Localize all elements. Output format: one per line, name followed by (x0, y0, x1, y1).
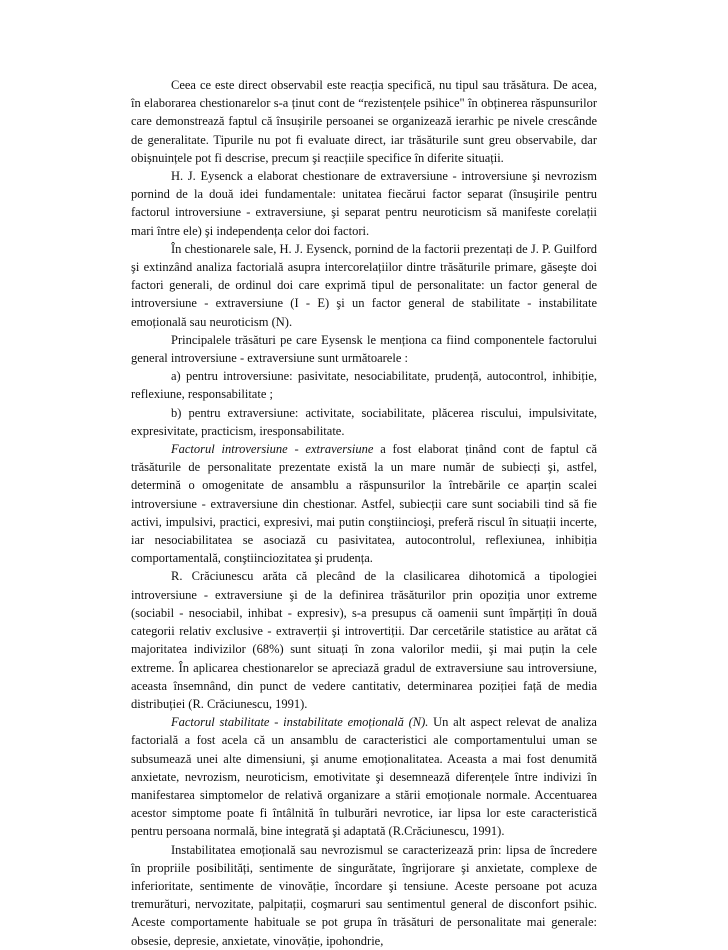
paragraph-text: a) pentru introversiune: pasivitate, nesociabilitate, prudență, autocontrol, inhibiție, reflexiune, responsabilitate ; (131, 369, 597, 402)
paragraph-text: R. Crăciunescu arăta că plecând de la clasilicarea dihotomică a tipologiei introversiune - extraversiune şi de la definirea trăsăturilor prin opoziția unor extreme (sociabil - nesociabil, inhibat - expresiv), s-a presupus că oamenii sunt împărțiți în două categorii relativ exclusive - extraverții şi introvertiții. Dar cercetările statistice au arătat că majoritatea indivizilor (68%) sunt situați în zona valorilor medii, şi mai puțin la cele extreme. În aplicarea chestionarelor se apreciază gradul de extraversiune sau introversiune, aceasta însemnând, din punct de vedere cantitativ, determinarea poziției față de media distribuției (R. Crăciunescu, 1991). (131, 569, 597, 711)
paragraph-text: Ceea ce este direct observabil este reacția specifică, nu tipul sau trăsătura. De acea, în elaborarea chestionarelor s-a ținut cont de “rezistențele psihice" în obținerea răspunsurilor care demonstrează faptul că însușirile persoanei se organizează ierarhic pe nivele crescânde de generalitate. Tipurile nu pot fi evaluate direct, iar trăsăturile sunt greu observabile, dar obișnuințele pot fi descrise, precum şi reacțiile specifice în diferite situații. (131, 78, 597, 165)
paragraph-1 (131, 76, 597, 167)
paragraph-text: Instabilitatea emoțională sau nevrozismul se caracterizează prin: lipsa de încredere în propriile posibilități, sentimente de singurătate, îngrijorare şi anxietate, complexe de inferioritate, sentimente de vinovăție, încordare şi tensiune. Aceste persoane pot acuza tremurături, nervozitate, palpitații, coşmaruri sau sentimentul general de disconfort psihic. Aceste comportamente habituale se pot grupa în trăsături de personalitate mai generale: obsesie, depresie, anxietate, vinovăție, ipohondrie, (131, 842, 597, 948)
paragraph-instability (131, 841, 597, 950)
paragraph-2 (131, 167, 597, 240)
paragraph-lead-italic: Factorul introversiune - extraversiune (171, 442, 374, 457)
paragraph-text: H. J. Eysenck a elaborat chestionare de extraversiune - introversiune şi nevrozism pornind de la două idei fundamentale: unitatea fiecărui factor separat (însuşirile pentru factorul introversiune - extraversiune, şi separat pentru neuroticism să manifeste corelații mari între ele) şi independența celor doi factori. (131, 169, 597, 238)
paragraph-text: b) pentru extraversiune: activitate, sociabilitate, plăcerea riscului, impulsivitate, expresivitate, practicism, iresponsabilitate. (131, 405, 597, 438)
paragraph-text: a fost elaborat ținând cont de faptul că trăsăturile de personalitate prezentate există la un mare număr de subiecți şi, astfel, determină o omogenitate de ansamblu a răspunsurilor la întrebările ce aparțin scalei introversiune - extraversiune din chestionar. Astfel, subiecții care sunt sociabili tind să fie activi, impulsivi, practici, expresivi, mai putin conştiincioşi, preferă riscul în situații incerte, iar nesociabilitatea se asociază cu pasivitatea, autocontrolul, reflexiunea, inhibiția comportamentală, conştiinciozitatea şi prudența. (131, 442, 597, 566)
paragraph-text: Principalele trăsături pe care Eysensk le menționa ca fiind componentele factorului general introversiune - extraversiune sunt următoarele : (131, 332, 597, 366)
list-item-introversion (131, 367, 597, 403)
paragraph-craciunescu (131, 567, 597, 713)
list-item-extraversion (131, 404, 597, 440)
paragraph-lead-italic: Factorul stabilitate - instabilitate emoțională (N). (171, 715, 429, 730)
paragraph-4 (131, 331, 597, 367)
paragraph-3 (131, 240, 597, 331)
paragraph-text: Un alt aspect relevat de analiza factorială a fost acela că un ansamblu de caracteristici ale comportamentului uman se subsumează unei alte dimensiuni, şi anume emoționalitatea. Aceasta a mai fost denumită anxietate, nevrozism, neuroticism, emotivitate şi desemnează diferențele între indivizi în manifestarea simptomelor de relativă organizare a stării emoționale normale. Accentuarea acestor simptome poate fi întâlnită în tulburări nevrotice, iar lipsa lor este caracteristică pentru persoana normală, bine integrată şi adaptată (R.Crăciunescu, 1991). (131, 715, 597, 839)
document-page (131, 76, 597, 950)
paragraph-text: În chestionarele sale, H. J. Eysenck, pornind de la factorii prezentați de J. P. Guilford şi extinzând analiza factorială asupra intercorelațiilor dintre trăsăturile primare, găseşte doi factori generali, de ordinul doi care exprimă tipul de personalitate: un factor general de introversiune - extraversiune (I - E) şi un factor general de stabilitate - instabilitate emoțională sau neuroticism (N). (131, 241, 597, 329)
paragraph-factor-ie (131, 440, 597, 567)
paragraph-factor-n (131, 713, 597, 840)
